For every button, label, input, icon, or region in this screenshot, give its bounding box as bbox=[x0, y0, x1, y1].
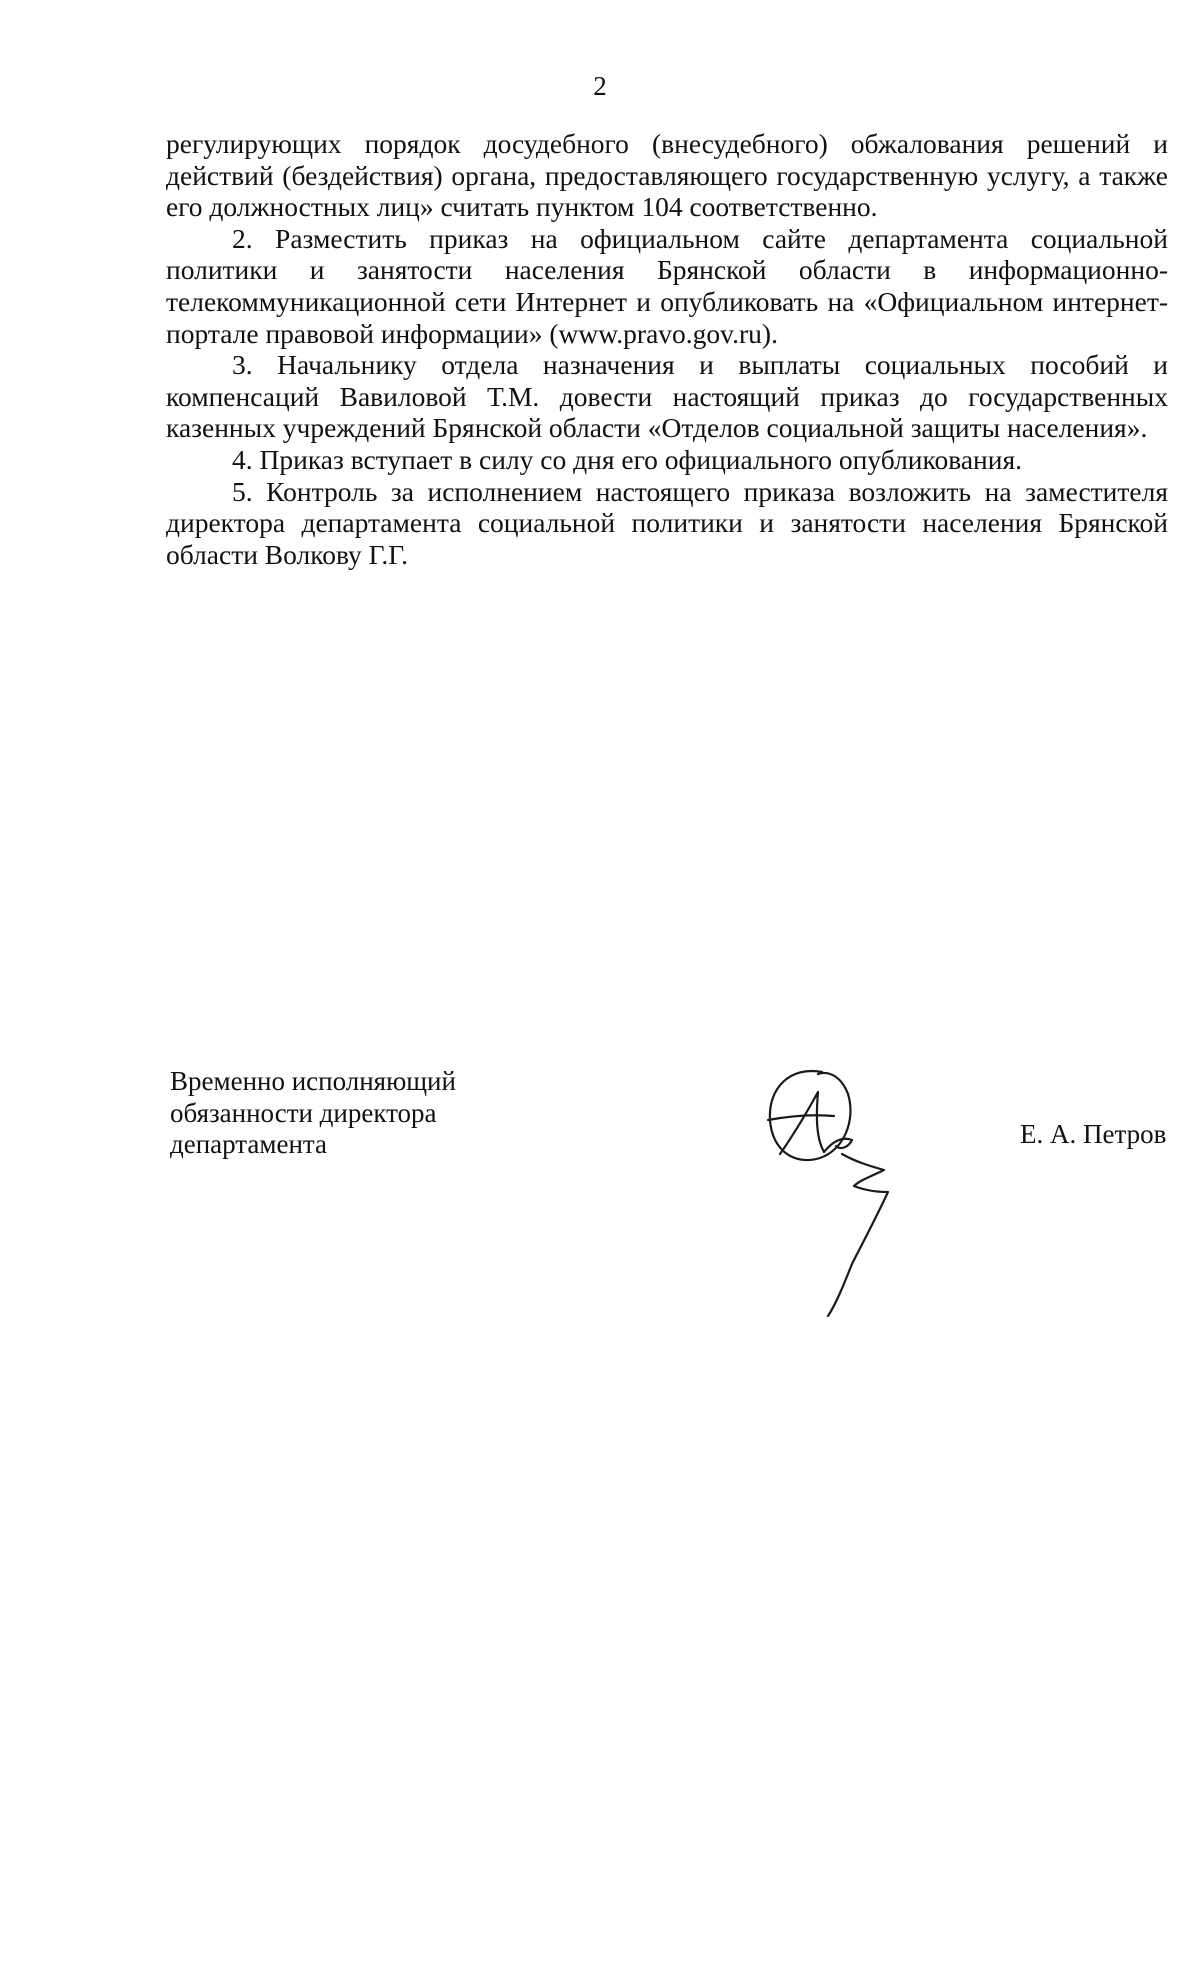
paragraph-item-5: 5. Контроль за исполнением настоящего приказа возложить на заместителя директора департамента социальной политики и занятости населения Брянской области Волкову Г.Г. bbox=[166, 475, 1168, 570]
signatory-title bbox=[170, 1066, 590, 1161]
paragraph-item-3: 3. Начальнику отдела назначения и выплаты социальных пособий и компенсаций Вавиловой Т.М. довести настоящий приказ до государственных казенных учреждений Брянской области «Отделов социальной защиты населения». bbox=[166, 349, 1168, 444]
paragraph-continuation: регулирующих порядок досудебного (внесудебного) обжалования решений и действий (бездействия) органа, предоставляющего государственную услугу, а также его должностных лиц» считать пунктом 104 соответственно. bbox=[166, 128, 1168, 223]
signatory-name: Е. А. Петров bbox=[1020, 1119, 1167, 1149]
signatory-title-line: обязанности директора bbox=[170, 1097, 437, 1128]
document-body bbox=[166, 128, 1168, 570]
page-number: 2 bbox=[593, 71, 607, 101]
handwritten-signature bbox=[760, 1058, 910, 1318]
signatory-title-line: Временно исполняющий bbox=[170, 1066, 456, 1096]
signatory-title-line: департамента bbox=[170, 1129, 328, 1159]
paragraph-item-4: 4. Приказ вступает в силу со дня его официального опубликования. bbox=[232, 443, 1023, 475]
paragraph-item-2: 2. Разместить приказ на официальном сайте департамента социальной политики и занятости населения Брянской области в информационно-телекоммуникационной сети Интернет и опубликовать на «Официальном интернет-портале правовой информации» (www.pravo.gov.ru). bbox=[166, 222, 1168, 349]
